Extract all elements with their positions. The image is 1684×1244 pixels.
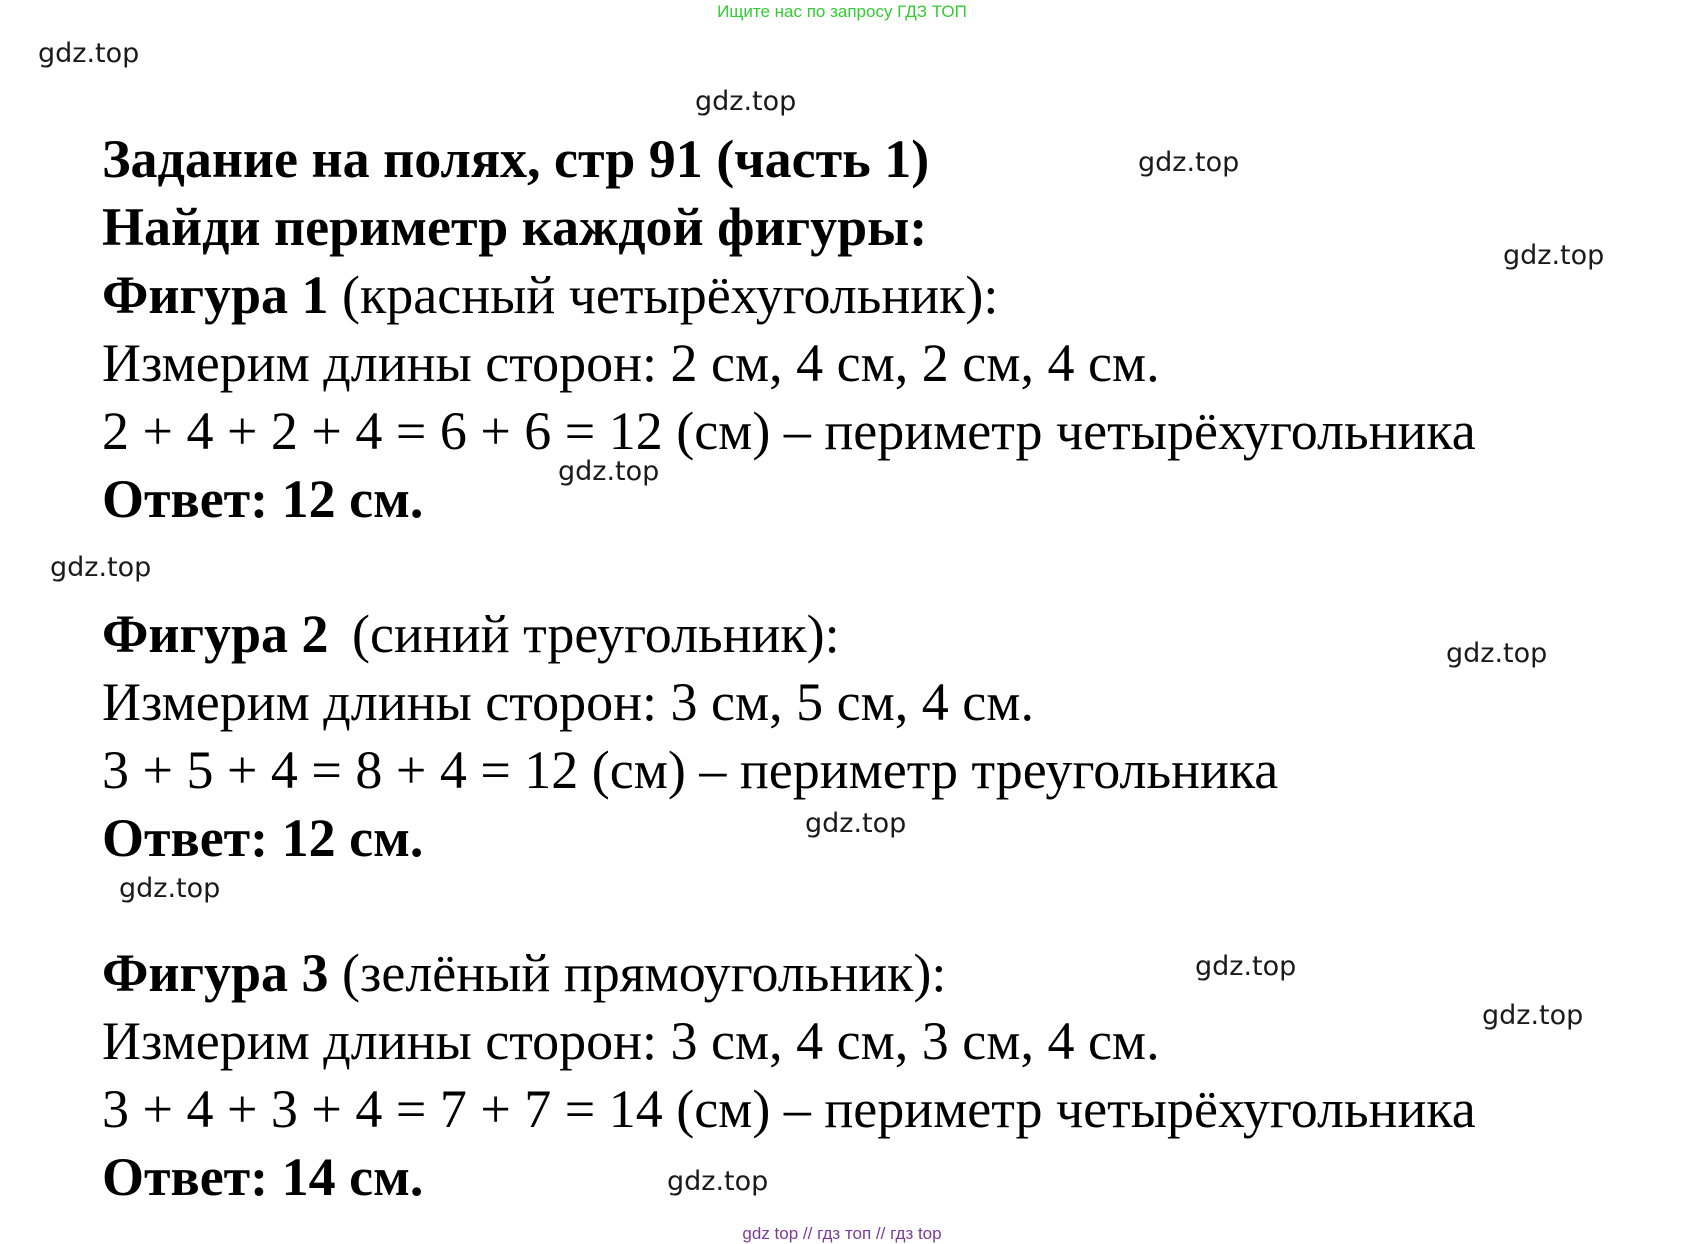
watermark: gdz.top [119, 873, 221, 904]
watermark: gdz.top [38, 38, 140, 69]
figure-1-answer: Ответ: 12 см. [102, 469, 424, 529]
page-title: Задание на полях, стр 91 (часть 1) [102, 129, 930, 189]
watermark: gdz.top [50, 552, 152, 583]
figure-2-answer: Ответ: 12 см. [102, 808, 424, 868]
figure-1-calc: 2 + 4 + 2 + 4 = 6 + 6 = 12 (см) – периметр четырёхугольника [102, 401, 1476, 461]
figure-3-description: (зелёный прямоугольник): [342, 943, 947, 1003]
figure-1-heading [102, 265, 999, 325]
instruction: Найди периметр каждой фигуры: [102, 197, 928, 257]
figure-1-label: Фигура 1 [102, 265, 329, 325]
watermark: gdz.top [1446, 638, 1548, 669]
watermark: gdz.top [695, 86, 797, 117]
figure-2-calc: 3 + 5 + 4 = 8 + 4 = 12 (см) – периметр треугольника [102, 740, 1279, 800]
figure-3-label: Фигура 3 [102, 943, 329, 1003]
figure-1-description: (красный четырёхугольник): [342, 265, 999, 325]
watermark: gdz.top [1138, 147, 1240, 178]
figure-3-answer: Ответ: 14 см. [102, 1147, 424, 1207]
figure-2-measure: Измерим длины сторон: 3 см, 5 см, 4 см. [102, 672, 1034, 732]
top-banner: Ищите нас по запросу ГДЗ ТОП [717, 2, 967, 21]
watermark: gdz.top [1195, 951, 1297, 982]
watermark: gdz.top [667, 1166, 769, 1197]
figure-2-label: Фигура 2 [102, 604, 329, 664]
figure-3-measure: Измерим длины сторон: 3 см, 4 см, 3 см, 4 см. [102, 1011, 1160, 1071]
figure-1-measure: Измерим длины сторон: 2 см, 4 см, 2 см, 4 см. [102, 333, 1160, 393]
watermark: gdz.top [1503, 240, 1605, 271]
figure-2-heading [102, 604, 840, 664]
watermark: gdz.top [558, 456, 660, 487]
footer-links: gdz top // гдз топ // гдз top [742, 1224, 942, 1243]
figure-3-heading [102, 943, 947, 1003]
watermark: gdz.top [805, 808, 907, 839]
watermark: gdz.top [1482, 1000, 1584, 1031]
figure-3-calc: 3 + 4 + 3 + 4 = 7 + 7 = 14 (см) – периметр четырёхугольника [102, 1079, 1476, 1139]
figure-2-description: (синий треугольник): [352, 604, 840, 664]
